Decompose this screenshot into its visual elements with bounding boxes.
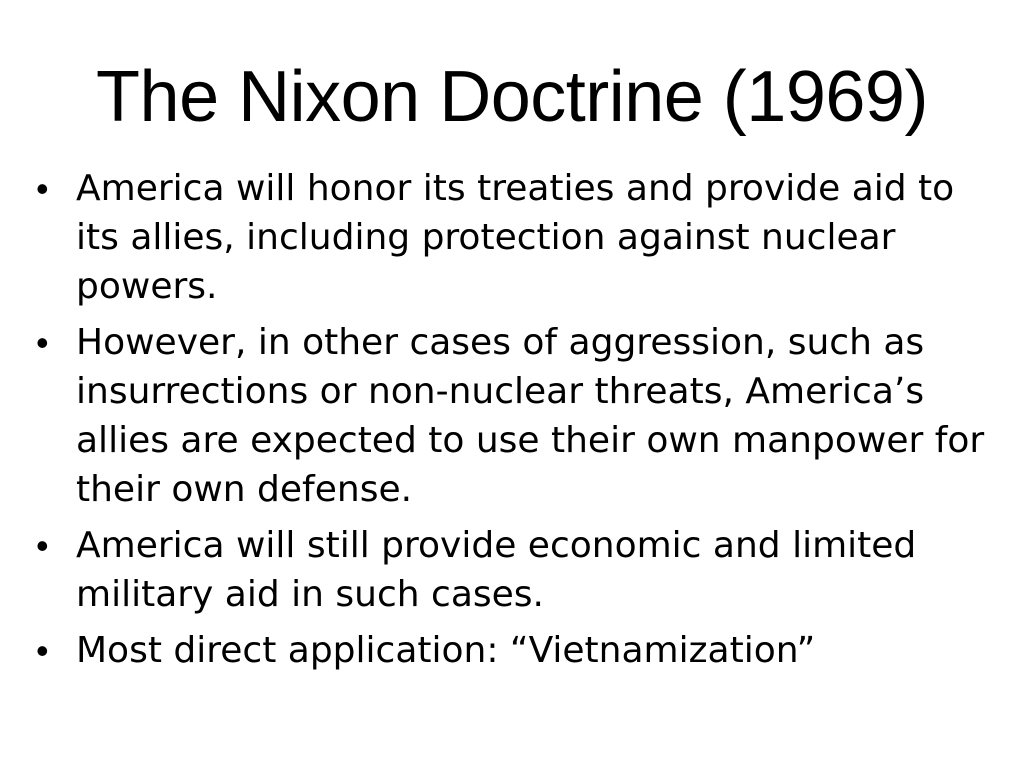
bullet-item [36, 626, 996, 675]
bullet-item [36, 164, 996, 311]
bullet-item [36, 521, 996, 619]
bullet-icon: • [36, 630, 49, 671]
bullet-text: America will honor its treaties and provide aid to its allies, including protection against nuclear powers. [76, 168, 955, 307]
bullet-icon: • [36, 525, 49, 566]
bullet-text: Most direct application: “Vietnamization” [76, 630, 816, 671]
bullet-text: America will still provide economic and limited military aid in such cases. [76, 525, 917, 615]
bullet-text: However, in other cases of aggression, such as insurrections or non-nuclear threats, America’s allies are expected to use their own manpower for their own defense. [76, 322, 985, 510]
bullet-icon: • [36, 322, 49, 363]
slide-title: The Nixon Doctrine (1969) [96, 57, 928, 137]
bullet-icon: • [36, 168, 49, 209]
bullet-list [36, 164, 996, 682]
bullet-item [36, 318, 996, 514]
